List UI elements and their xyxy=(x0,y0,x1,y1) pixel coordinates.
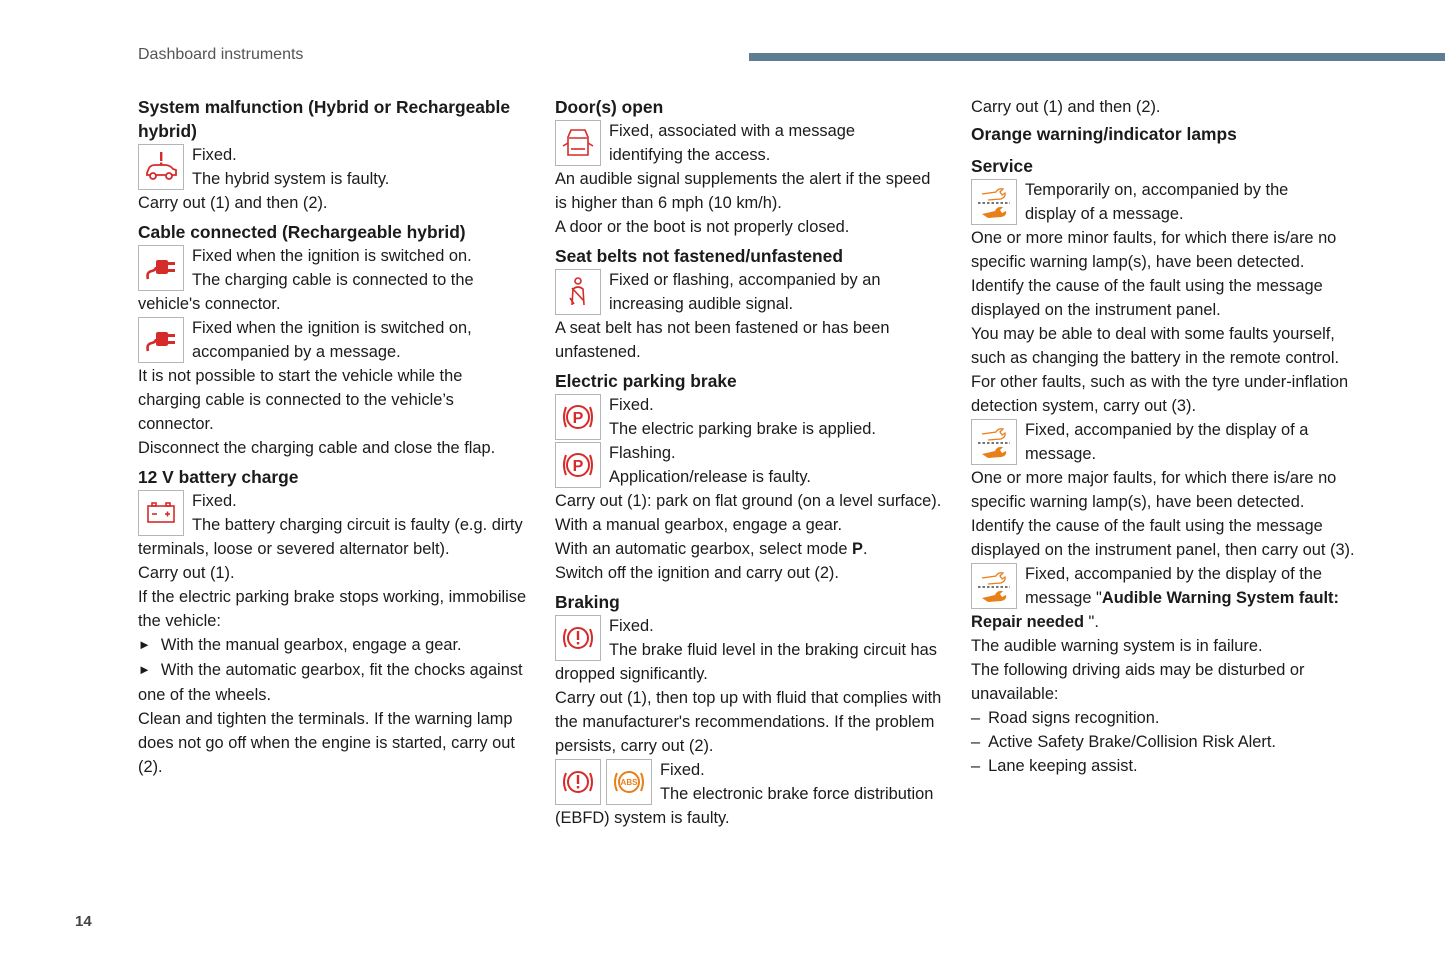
heading-battery-charge: 12 V battery charge xyxy=(138,467,299,487)
column-3 xyxy=(971,95,1371,778)
driving-aid-item: – Lane keeping assist. xyxy=(971,754,1371,778)
service-paragraph-4: For other faults, such as with the tyre under-inflation detection system, carry out (3). xyxy=(971,373,1349,415)
bullet-item: ► With the manual gearbox, engage a gear. xyxy=(138,633,528,658)
epb-mode-text: With an automatic gearbox, select mode xyxy=(555,540,853,558)
heading-doors-open: Door(s) open xyxy=(555,97,664,117)
brake-warning-icon xyxy=(555,759,601,805)
brake-paragraph: Carry out (1), then top up with fluid that complies with the manufacturer's recommendations. If the problem persists, carry out (2). xyxy=(555,689,942,755)
epb-mode-value: P xyxy=(852,540,863,558)
service-status-text-4: message. xyxy=(1025,445,1097,463)
parking-brake-icon xyxy=(555,394,601,440)
battery-icon xyxy=(138,490,184,536)
driving-aid-item: – Road signs recognition. xyxy=(971,706,1371,730)
svg-text:P: P xyxy=(572,410,584,427)
ebfd-status-text: Fixed. xyxy=(660,761,705,779)
bullet-item: ► With the automatic gearbox, fit the chocks against one of the wheels. xyxy=(138,658,528,707)
door-status-text-2: identifying the access. xyxy=(609,146,771,164)
cable-description-2: accompanied by a message. xyxy=(192,343,401,361)
epb-status-text: Fixed. xyxy=(609,396,654,414)
message-suffix: ". xyxy=(1083,613,1099,631)
service-status-text-2: display of a message. xyxy=(1025,205,1184,223)
ebfd-description: The electronic brake force distribution (EBFD) system is faulty. xyxy=(555,785,934,827)
carry-out-text: Carry out (1) and then (2). xyxy=(971,98,1161,116)
service-status-text: Temporarily on, accompanied by the xyxy=(1025,181,1289,199)
heading-braking: Braking xyxy=(555,592,620,612)
heading-orange-lamps: Orange warning/indicator lamps xyxy=(971,124,1237,144)
service-wrench-icon xyxy=(971,179,1017,225)
epb-paragraph-2: With a manual gearbox, engage a gear. xyxy=(555,516,843,534)
heading-parking-brake: Electric parking brake xyxy=(555,371,737,391)
service-paragraph-3: You may be able to deal with some faults yourself, such as changing the battery in the remote control. xyxy=(971,325,1340,367)
abs-icon-label: ABS xyxy=(620,778,638,787)
battery-paragraph: If the electric parking brake stops working, immobilise the vehicle: xyxy=(138,588,527,630)
service-status-text-3: Fixed, accompanied by the display of a xyxy=(1025,421,1309,439)
audible-warning-message xyxy=(971,586,1371,634)
column-1 xyxy=(138,95,528,779)
abs-warning-icon xyxy=(606,759,652,805)
header-accent-bar xyxy=(749,53,1445,61)
belt-paragraph: A seat belt has not been fastened or has been unfastened. xyxy=(555,319,890,361)
running-head: Dashboard instruments xyxy=(138,46,304,63)
brake-status-text: Fixed. xyxy=(609,617,654,635)
battery-description: The battery charging circuit is faulty (e.g. dirty terminals, loose or severed alternator belt). xyxy=(138,516,523,558)
door-paragraph: An audible signal supplements the alert if the speed is higher than 6 mph (10 km/h). xyxy=(555,170,931,212)
message-prefix: message " xyxy=(1025,589,1102,607)
battery-action: Carry out (1). xyxy=(138,564,235,582)
hybrid-car-warning-icon xyxy=(138,144,184,190)
charging-plug-icon xyxy=(138,317,184,363)
cable-status-text: Fixed when the ignition is switched on. xyxy=(192,247,472,265)
brake-warning-icon xyxy=(555,615,601,661)
service-paragraph-2: Identify the cause of the fault using the message displayed on the instrument panel. xyxy=(971,277,1323,319)
battery-paragraph-2: Clean and tighten the terminals. If the warning lamp does not go off when the engine is started, carry out (2). xyxy=(138,710,515,776)
epb-paragraph-4: Switch off the ignition and carry out (2). xyxy=(555,564,839,582)
svg-text:P: P xyxy=(572,458,584,475)
seat-belt-icon xyxy=(555,269,601,315)
cable-paragraph: It is not possible to start the vehicle while the charging cable is connected to the vehicle’s connector. xyxy=(138,367,463,433)
epb-paragraph-3 xyxy=(555,537,945,561)
door-status-text: Fixed, associated with a message xyxy=(609,122,855,140)
epb-mode-end: . xyxy=(862,540,868,558)
charging-plug-icon xyxy=(138,245,184,291)
heading-seat-belts: Seat belts not fastened/unfastened xyxy=(555,246,843,266)
heading-service: Service xyxy=(971,156,1033,176)
epb-description: The electric parking brake is applied. xyxy=(609,420,876,438)
service-wrench-icon xyxy=(971,563,1017,609)
parking-brake-icon xyxy=(555,442,601,488)
door-paragraph-2: A door or the boot is not properly closed. xyxy=(555,218,850,236)
service-paragraph-6: Identify the cause of the fault using the message displayed on the instrument panel, then carry out (3). xyxy=(971,517,1355,559)
message-bold: Audible Warning System fault: Repair needed xyxy=(971,589,1339,631)
page-number: 14 xyxy=(75,913,92,930)
epb-description-2: Application/release is faulty. xyxy=(609,468,811,486)
column-2 xyxy=(555,95,945,830)
service-wrench-icon xyxy=(971,419,1017,465)
service-paragraph-5: One or more major faults, for which there is/are no specific warning lamp(s), have been detected. xyxy=(971,469,1337,511)
epb-status-text-2: Flashing. xyxy=(609,444,676,462)
battery-status-text: Fixed. xyxy=(192,492,237,510)
service-status-text-5: Fixed, accompanied by the display of the xyxy=(1025,565,1323,583)
door-open-icon xyxy=(555,120,601,166)
hybrid-action: Carry out (1) and then (2). xyxy=(138,194,328,212)
hybrid-status-text: Fixed. xyxy=(192,146,237,164)
service-paragraph-7: The audible warning system is in failure. xyxy=(971,637,1263,655)
service-paragraph: One or more minor faults, for which there is/are no specific warning lamp(s), have been detected. xyxy=(971,229,1337,271)
cable-description: The charging cable is connected to the vehicle's connector. xyxy=(138,271,474,313)
brake-description: The brake fluid level in the braking circuit has dropped significantly. xyxy=(555,641,937,683)
driving-aid-item: – Active Safety Brake/Collision Risk Alert. xyxy=(971,730,1371,754)
hybrid-description: The hybrid system is faulty. xyxy=(192,170,390,188)
belt-status-text: Fixed or flashing, accompanied by an xyxy=(609,271,881,289)
service-paragraph-8: The following driving aids may be disturbed or unavailable: xyxy=(971,661,1305,703)
belt-status-text-2: increasing audible signal. xyxy=(609,295,794,313)
cable-action: Disconnect the charging cable and close the flap. xyxy=(138,439,496,457)
heading-cable-connected: Cable connected (Rechargeable hybrid) xyxy=(138,222,466,242)
epb-paragraph: Carry out (1): park on flat ground (on a level surface). xyxy=(555,492,942,510)
heading-system-malfunction: System malfunction (Hybrid or Rechargeable hybrid) xyxy=(138,97,511,141)
cable-status-text-2: Fixed when the ignition is switched on, xyxy=(192,319,472,337)
